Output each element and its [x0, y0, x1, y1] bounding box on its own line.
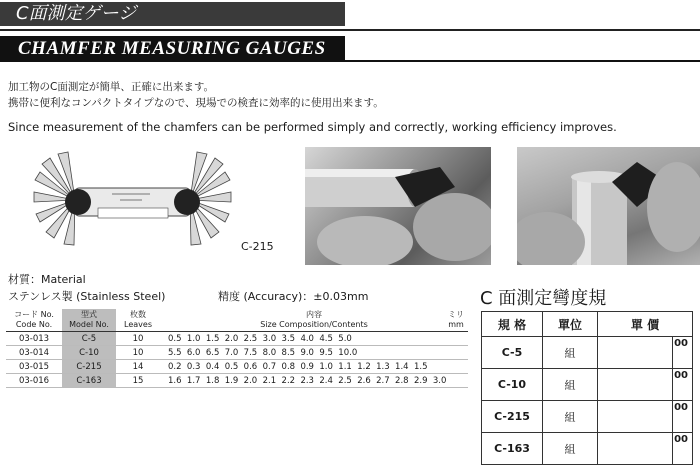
table-row: [6, 360, 468, 374]
title-jp-banner: C面測定ゲージ: [0, 2, 345, 26]
row-sizes: 5.5 6.0 6.5 7.0 7.5 8.0 8.5 9.0 9.5 10.0: [160, 346, 468, 360]
header-sizes-en: Size Composition/Contents: [260, 320, 368, 329]
price-header-spec: 規 格: [482, 312, 543, 337]
gauge-pivot-left: [65, 189, 91, 215]
header-model-en: Model No.: [69, 320, 109, 329]
hand-left: [317, 216, 413, 265]
price-amount: [598, 401, 673, 433]
price-unit: 組: [543, 401, 598, 433]
price-spec: C-215: [482, 401, 543, 433]
header-code-jp: コード No.: [14, 310, 54, 319]
row-code: 03-013: [6, 332, 62, 346]
price-unit: 組: [543, 433, 598, 465]
hand-right: [413, 193, 491, 261]
photo-measuring-block: [517, 147, 700, 265]
row-leaves: 10: [116, 332, 160, 346]
description-en: Since measurement of the chamfers can be performed simply and correctly, working efficiency improves.: [8, 120, 617, 134]
price-spec: C-163: [482, 433, 543, 465]
price-row: [482, 337, 693, 369]
price-spec: C-10: [482, 369, 543, 401]
row-code: 03-015: [6, 360, 62, 374]
cylinder-highlight: [305, 169, 415, 177]
header-code-en: Code No.: [15, 320, 53, 329]
price-header-price: 單 價: [598, 312, 693, 337]
gauge-slot: [98, 208, 168, 218]
header-code: [6, 309, 62, 332]
price-table: [481, 311, 693, 465]
gauge-label: C-215: [241, 240, 274, 253]
row-model: C-5: [62, 332, 116, 346]
header-model: [62, 309, 116, 332]
accuracy-spec: 精度 (Accuracy)：±0.03mm: [218, 290, 369, 303]
material-value: ステンレス製 (Stainless Steel): [8, 290, 166, 303]
description-jp-line1: 加工物のC面測定が簡単、正確に出来ます。: [8, 81, 214, 93]
row-model: C-163: [62, 374, 116, 388]
header-model-jp: 型式: [81, 310, 97, 319]
price-amount: [598, 369, 673, 401]
header-unit-en: mm: [448, 320, 464, 329]
table-row: [6, 346, 468, 360]
row-model: C-215: [62, 360, 116, 374]
row-sizes: 0.5 1.0 1.5 2.0 2.5 3.0 3.5 4.0 4.5 5.0: [160, 332, 468, 346]
material-label: 材質：Material: [8, 273, 86, 286]
header-unit-jp: ミリ: [448, 310, 464, 319]
price-cents: 00: [673, 433, 693, 465]
header-unit: [448, 310, 464, 330]
row-model: C-10: [62, 346, 116, 360]
row-sizes: 0.2 0.3 0.4 0.5 0.6 0.7 0.8 0.9 1.0 1.1 1.2 1.3 1.4 1.5: [160, 360, 468, 374]
spec-table: [6, 309, 468, 388]
title-en-rule: [345, 60, 700, 62]
description-jp-line2: 携帯に便利なコンパクトタイプなので、現場での検査に効率的に使用出来ます。: [8, 97, 384, 109]
price-amount: [598, 433, 673, 465]
price-cents: 00: [673, 401, 693, 433]
header-leaves: [116, 309, 160, 332]
price-row: [482, 433, 693, 465]
price-table-title: C 面測定彎度規: [480, 288, 607, 309]
price-cents: 00: [673, 337, 693, 369]
table-row: [6, 332, 468, 346]
title-en-banner: CHAMFER MEASURING GAUGES: [0, 36, 345, 62]
row-code: 03-014: [6, 346, 62, 360]
price-amount: [598, 337, 673, 369]
price-header-unit: 單位: [543, 312, 598, 337]
header-leaves-en: Leaves: [124, 320, 152, 329]
price-cents: 00: [673, 369, 693, 401]
header-sizes: [160, 309, 468, 332]
row-leaves: 15: [116, 374, 160, 388]
row-sizes: 1.6 1.7 1.8 1.9 2.0 2.1 2.2 2.3 2.4 2.5 2.6 2.7 2.8 2.9 3.0: [160, 374, 468, 388]
gauge-pivot-right: [174, 189, 200, 215]
price-row: [482, 401, 693, 433]
title-rule: [0, 29, 700, 31]
row-code: 03-016: [6, 374, 62, 388]
price-unit: 組: [543, 337, 598, 369]
gauge-illustration: [30, 150, 245, 250]
row-leaves: 10: [116, 346, 160, 360]
price-row: [482, 369, 693, 401]
table-row: [6, 374, 468, 388]
row-leaves: 14: [116, 360, 160, 374]
price-unit: 組: [543, 369, 598, 401]
photo-measuring-cylinder: [305, 147, 491, 265]
header-leaves-jp: 枚数: [130, 310, 146, 319]
header-sizes-jp: 内容: [306, 310, 322, 319]
price-spec: C-5: [482, 337, 543, 369]
